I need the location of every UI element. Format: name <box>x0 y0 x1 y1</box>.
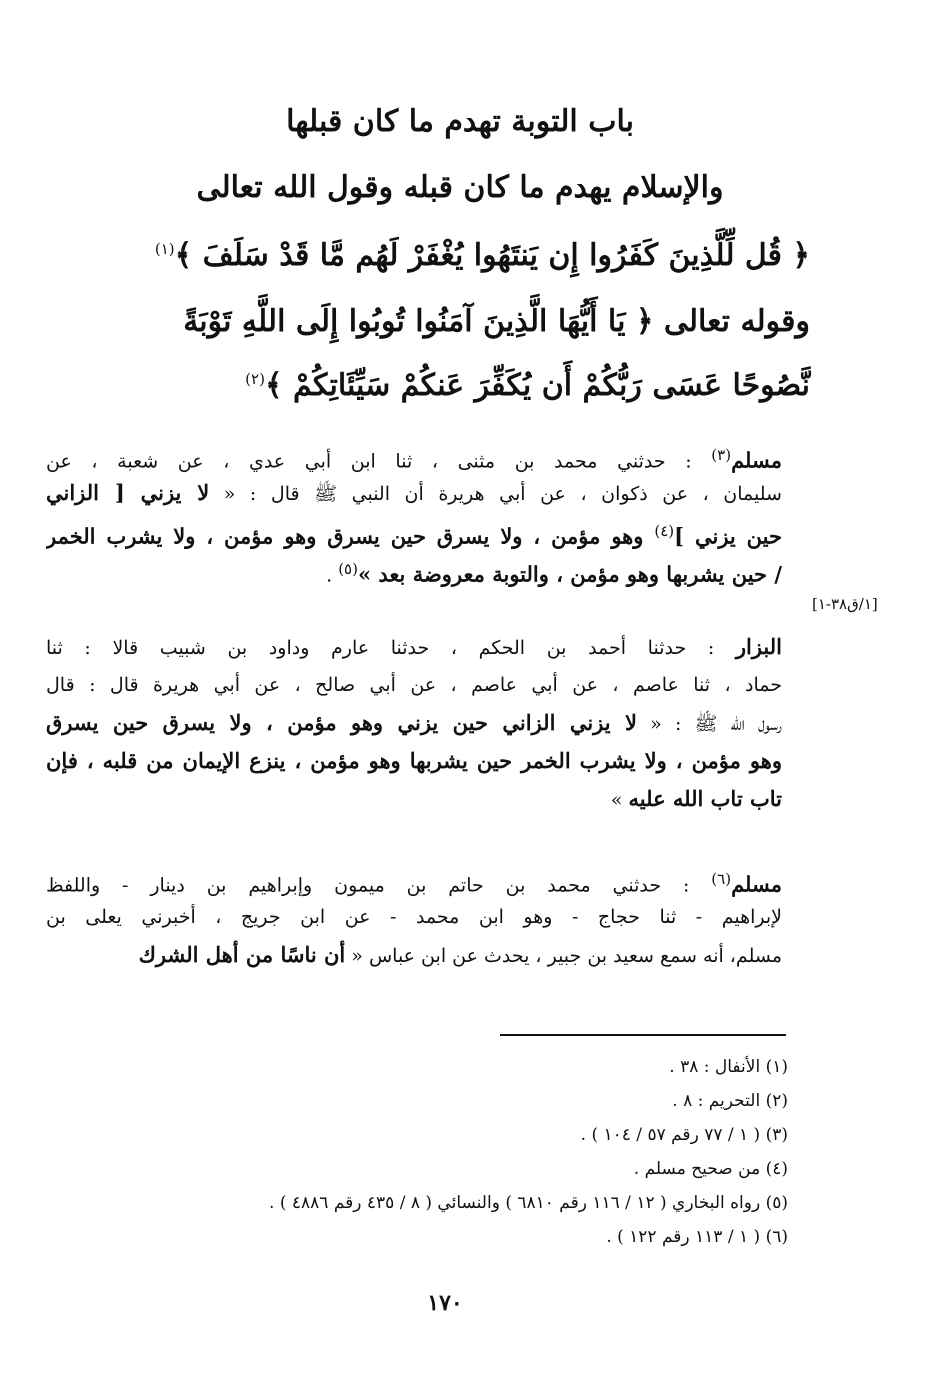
hadith-text: حين يزني ] <box>674 523 782 549</box>
chapter-title-line-2: والإسلام يهدم ما كان قبله وقول الله تعالى <box>196 170 724 205</box>
text-span: : حدثني محمد بن حاتم بن ميمون وإبراهيم بن دينار - واللفظ <box>46 874 712 897</box>
text-span: مسلم، أنه سمع سعيد بن جبير ، يحدث عن ابن عباس « <box>345 945 782 967</box>
quran-verse-1 <box>90 238 810 273</box>
hadith-text: لا يزني الزاني حين يزني وهو مؤمن ، ولا يسرق حين يسرق <box>46 710 638 735</box>
quran-verse-3 <box>90 368 810 403</box>
footnote-ref: (٥) <box>338 560 358 578</box>
hadith-paragraph-muslim-2 <box>46 860 782 974</box>
footnote-4: (٤) من صحيح مسلم . <box>633 1159 788 1179</box>
quran-verse-2: وقوله تعالى ﴿ يَا أَيُّهَا الَّذِينَ آمَنُوا تُوبُوا إِلَى اللَّهِ تَوْبَةً <box>183 304 810 339</box>
footnote-ref: (٢) <box>245 370 265 388</box>
footnote-6: (٦) ( ١ / ١١٣ رقم ١٢٢ ) . <box>606 1227 788 1247</box>
verse-text: نَّصُوحًا عَسَى رَبُّكُمْ أَن يُكَفِّرَ عَنكُمْ سَيِّئَاتِكُمْ ﴾ <box>264 368 810 403</box>
text-span: رسول الله ﷺ : « <box>637 713 782 735</box>
footnotes <box>100 1050 788 1254</box>
text-line: حماد ، ثنا عاصم ، عن أبي عاصم ، عن أبي صالح ، عن أبي هريرة قال : قال <box>46 674 782 696</box>
verse-text: ﴿ قُل لِّلَّذِينَ كَفَرُوا إِن يَنتَهُوا يُغْفَرْ لَهُم مَّا قَدْ سَلَفَ ﴾ <box>174 238 810 273</box>
manuscript-margin-note: [١/ق٣٨-١] <box>812 595 878 613</box>
footnote-ref: (٣) <box>711 446 732 464</box>
footnote-ref: (٦) <box>711 870 732 888</box>
hadith-paragraph-bazzar <box>46 628 782 818</box>
text-line <box>46 936 782 974</box>
text-line <box>46 704 782 742</box>
hadith-text: أن ناسًا من أهل الشرك <box>138 942 346 967</box>
hadith-paragraph-muslim-1 <box>46 436 782 588</box>
text-line <box>46 512 782 550</box>
source-name: مسلم <box>731 871 782 897</box>
text-span: . <box>326 564 339 587</box>
source-name: البزار <box>735 634 782 659</box>
footnote-separator <box>500 1034 786 1036</box>
text-line: لإبراهيم - ثنا حجاج - وهو ابن محمد - عن ابن جريج ، أخبرني يعلى بن <box>46 906 782 928</box>
chapter-title-line-1: باب التوبة تهدم ما كان قبلها <box>286 104 634 139</box>
text-line <box>46 474 782 512</box>
text-span: : حدثنا أحمد بن الحكم ، حدثنا عارم وداود بن شبيب قالا : ثنا <box>46 637 736 659</box>
footnote-5: (٥) رواه البخاري ( ١٢ / ١١٦ رقم ٦٨١٠ ) والنسائي ( ٨ / ٤٣٥ رقم ٤٨٨٦ ) . <box>269 1193 788 1213</box>
text-span: : حدثني محمد بن مثنى ، ثنا ابن أبي عدي ، عن شعبة ، عن <box>46 450 712 473</box>
text-line <box>46 550 782 588</box>
hadith-text: تاب تاب الله عليه <box>628 786 782 811</box>
hadith-text: وهو مؤمن ، ولا يسرق حين يسرق وهو مؤمن ، ولا يشرب الخمر <box>46 523 655 549</box>
text-line <box>46 436 782 474</box>
source-name: مسلم <box>731 447 782 473</box>
footnote-2: (٢) التحريم : ٨ . <box>672 1091 788 1111</box>
text-line <box>46 780 782 818</box>
hadith-text: لا يزني [ الزاني <box>46 480 210 505</box>
text-line <box>46 628 782 666</box>
text-line: وهو مؤمن ، ولا يشرب الخمر حين يشربها وهو مؤمن ، ينزع الإيمان من قلبه ، فإن <box>46 748 782 773</box>
footnote-ref: (١) <box>154 240 175 258</box>
text-span: » <box>610 789 629 811</box>
hadith-text: / حين يشربها وهو مؤمن ، والتوبة معروضة بعد » <box>357 561 782 587</box>
text-span: سليمان ، عن ذكوان ، عن أبي هريرة أن النبي ﷺ قال : « <box>209 483 782 505</box>
footnote-ref: (٤) <box>654 522 675 540</box>
text-line <box>46 860 782 898</box>
footnote-3: (٣) ( ١ / ٧٧ رقم ٥٧ / ١٠٤ ) . <box>580 1125 788 1145</box>
page-number: ١٧٠ <box>427 1290 463 1316</box>
footnote-1: (١) الأنفال : ٣٨ . <box>669 1057 788 1077</box>
